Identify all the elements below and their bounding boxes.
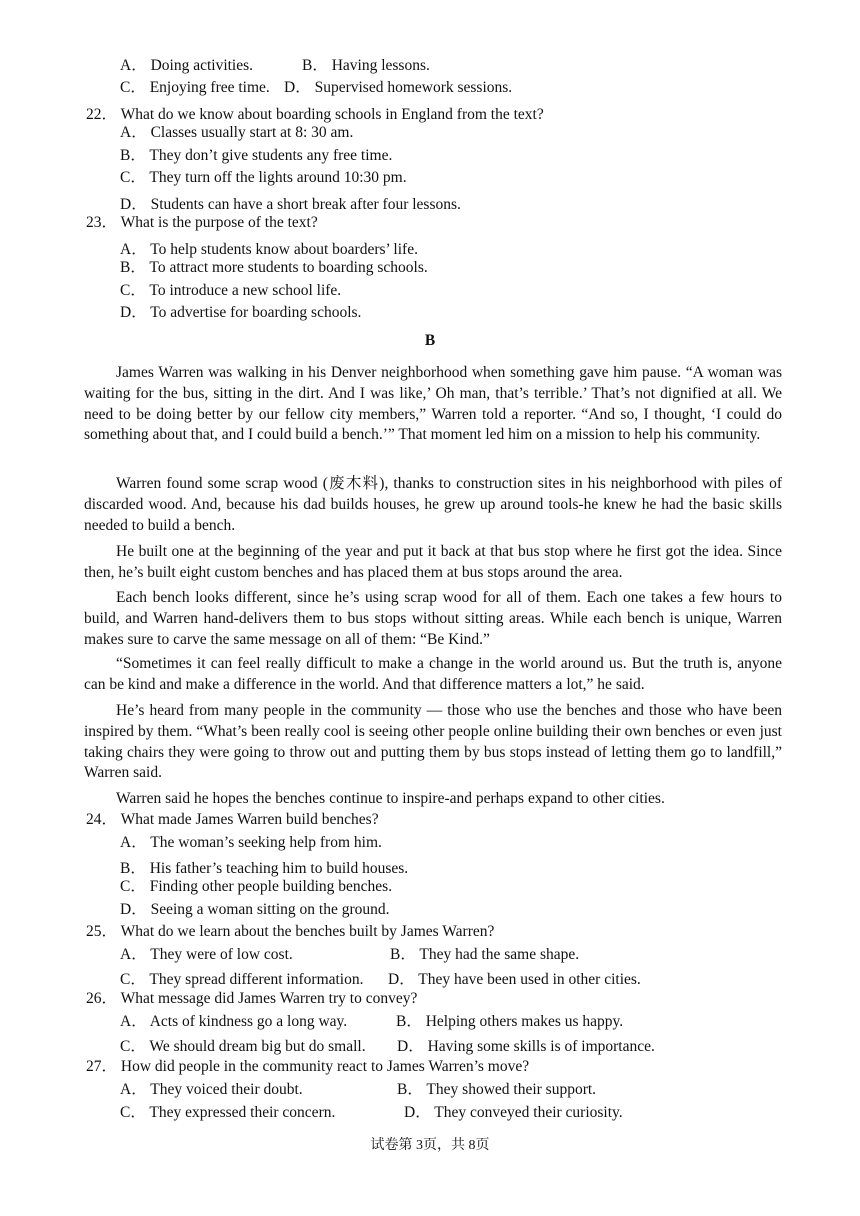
q21-option-c: C． Enjoying free time. [120,79,270,96]
passage-paragraph-6: He’s heard from many people in the community — those who use the benches and those who have been inspired by them. “What’s been really cool is seeing other people online building their own benches or even just taking chairs they were going to throw out and putting them by bus stops instead of letting them go to landfill,” Warren said. [84,702,782,782]
q22-option-b: B． They don’t give students any free time. [120,147,393,164]
q22-option-a: A． Classes usually start at 8: 30 am. [120,124,354,141]
q26-option-a: A． Acts of kindness go a long way. [120,1013,348,1030]
q23-option-c: C． To introduce a new school life. [120,282,342,299]
passage-paragraph-2: Warren found some scrap wood (废木料), thanks to construction sites in his neighborhood with piles of discarded wood. And, because his dad builds houses, he grew up around tools-he knew he had the basic skills needed to build a bench. [84,475,782,534]
section-b-title: B [424,332,436,349]
q25-option-c: C． They spread different information. [120,971,364,988]
q27-option-d: D． They conveyed their curiosity. [404,1104,623,1121]
q27-option-a: A． They voiced their doubt. [120,1081,303,1098]
q23-option-a: A． To help students know about boarders’ life. [120,241,418,258]
passage-paragraph-3: He built one at the beginning of the year and put it back at that bus stop where he first got the idea. Since then, he’s built eight custom benches and has placed them at bus stops around the area. [84,543,782,581]
q26-option-c: C． We should dream big but do small. [120,1038,366,1055]
q23-stem: 23． What is the purpose of the text? [86,214,318,231]
q26-option-b: B． Helping others makes us happy. [396,1013,624,1030]
q22-option-c: C． They turn off the lights around 10:30 pm. [120,169,407,186]
q25-option-b: B． They had the same shape. [390,946,580,963]
passage-paragraph-5: “Sometimes it can feel really difficult to make a change in the world around us. But the truth is, anyone can be kind and make a difference in the world. And that difference matters a lot,” he said. [84,655,782,693]
q27-option-b: B． They showed their support. [397,1081,597,1098]
q23-option-b: B． To attract more students to boarding schools. [120,259,428,276]
q24-stem: 24． What made James Warren build benches? [86,811,379,828]
q25-stem: 25． What do we learn about the benches built by James Warren? [86,923,495,940]
passage-paragraph-4: Each bench looks different, since he’s using scrap wood for all of them. Each one takes a few hours to build, and Warren hand-delivers them to bus stops without sitting areas. While each bench is unique, Warren makes sure to carve the same message on all of them: “Be Kind.” [84,589,782,648]
q22-stem: 22． What do we know about boarding schools in England from the text? [86,106,544,123]
q24-option-a: A． The woman’s seeking help from him. [120,834,382,851]
q24-option-c: C． Finding other people building benches. [120,878,393,895]
page-footer: 试卷第 3页，共 8页 [370,1138,490,1153]
q26-stem: 26． What message did James Warren try to convey? [86,990,418,1007]
q21-option-b: B． Having lessons. [302,57,430,74]
q27-option-c: C． They expressed their concern. [120,1104,336,1121]
passage-paragraph-7: Warren said he hopes the benches continue to inspire-and perhaps expand to other cities. [116,790,665,807]
q25-option-d: D． They have been used in other cities. [388,971,641,988]
q25-option-a: A． They were of low cost. [120,946,293,963]
q21-option-d: D． Supervised homework sessions. [284,79,513,96]
q22-option-d: D． Students can have a short break after four lessons. [120,196,461,213]
q24-option-b: B． His father’s teaching him to build houses. [120,860,409,877]
q23-option-d: D． To advertise for boarding schools. [120,304,362,321]
q26-option-d: D． Having some skills is of importance. [397,1038,655,1055]
q24-option-d: D． Seeing a woman sitting on the ground. [120,901,390,918]
q21-option-a: A． Doing activities. [120,57,254,74]
q27-stem: 27． How did people in the community react to James Warren’s move? [86,1058,530,1075]
passage-paragraph-1: James Warren was walking in his Denver neighborhood when something gave him pause. “A woman was waiting for the bus, sitting in the dirt. And I was like,’ Oh man, that’s terrible.’ That’s not dignified at all. We need to be doing better by our fellow city members,” Warren told a reporter. “And so, I thought, ‘I could do something about that, and I could build a bench.’” That moment led him on a mission to help his community. [84,364,782,444]
